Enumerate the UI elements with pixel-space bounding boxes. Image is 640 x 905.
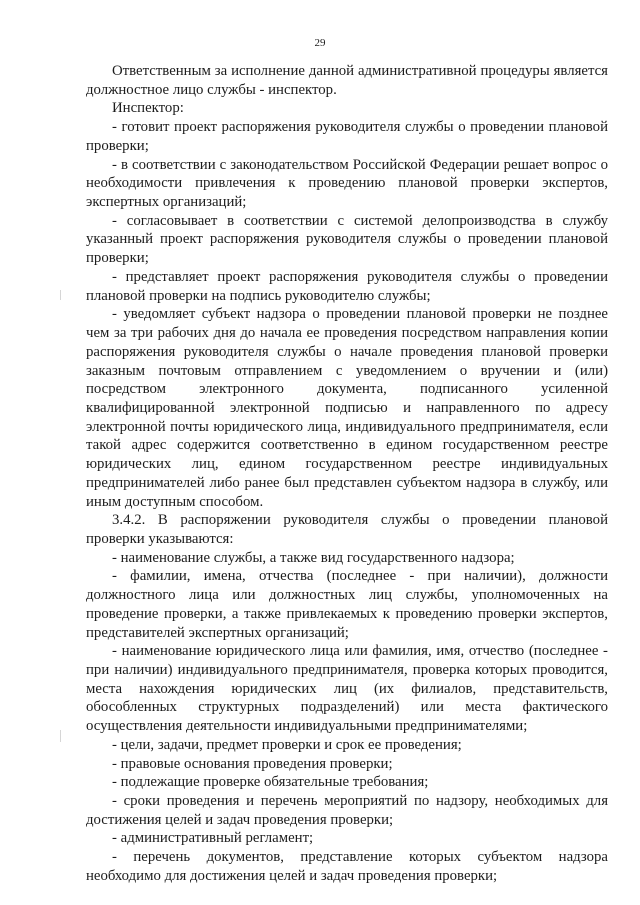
list-item-notify-subject: - уведомляет субъект надзора о проведении плановой проверки не позднее чем за три рабочих дня до начала ее проведения посредством направления копии распоряжения руководителя службы о начале проведения плановой проверки заказным почтовым отправлением с уведомлением о вручении и (или) посредством электронного документа, подписанного усиленной квалифицированной электронной подписью и направленного по адресу электронной почты юридического лица, индивидуального предпринимателя, если такой адрес содержится соответственно в едином государственном реестре юридических лиц, едином государственном реестре индивидуальных предпринимателей либо ранее был представлен субъектом надзора в службу, или иным доступным способом. (86, 306, 608, 510)
margin-mark (60, 730, 61, 742)
list-item-legal-entity: - наименование юридического лица или фамилия, имя, отчество (последнее - при наличии) индивидуального предпринимателя, проверка которых проводится, места нахождения юридических лиц (их филиалов, представительств, обособленных структурных подразделений) или места фактического осуществления деятельности индивидуальными предпринимателями; (86, 643, 608, 735)
list-item-service-name: - наименование службы, а также вид государственного надзора; (112, 549, 515, 566)
margin-mark (60, 290, 61, 300)
list-item-regulation: - административный регламент; (112, 830, 314, 847)
paragraph-responsible: Ответственным за исполнение данной административной процедуры является должностное лицо службы - инспектор. (86, 63, 608, 98)
list-item-legal-grounds: - правовые основания проведения проверки; (112, 755, 393, 772)
list-item-agree-draft: - согласовывает в соответствии с системой делопроизводства в службу указанный проект распоряжения руководителя службы о проведении плановой проверки; (86, 212, 608, 267)
list-item-experts: - в соответствии с законодательством Российской Федерации решает вопрос о необходимости привлечения к проведению плановой проверки экспертов, экспертных организаций; (86, 156, 608, 211)
list-item-timing-measures: - сроки проведения и перечень мероприятий по надзору, необходимых для достижения целей и задач проведения проверки; (86, 793, 608, 828)
list-item-prepare-order: - готовит проект распоряжения руководителя службы о проведении плановой проверки; (86, 119, 608, 154)
page-number: 29 (314, 37, 326, 49)
list-item-goals: - цели, задачи, предмет проверки и срок ее проведения; (112, 736, 462, 753)
list-item-submit-signature: - представляет проект распоряжения руководителя службы о проведении плановой проверки на подпись руководителю службы; (86, 268, 608, 304)
document-body (86, 62, 608, 886)
list-item-requirements: - подлежащие проверке обязательные требования; (112, 774, 429, 791)
paragraph-section-3-4-2: 3.4.2. В распоряжении руководителя службы о проведении плановой проверки указываются: (86, 512, 608, 547)
paragraph-inspector-heading: Инспектор: (112, 100, 184, 117)
list-item-officials: - фамилии, имена, отчества (последнее - при наличии), должности должностного лица или должностных лиц службы, уполномоченных на проведение проверки, а также привлекаемых к проведению проверки экспертов, представителей экспертных организаций; (86, 568, 608, 641)
list-item-documents: - перечень документов, представление которых субъектом надзора необходимо для достижения целей и задач проведения проверки; (86, 849, 608, 884)
